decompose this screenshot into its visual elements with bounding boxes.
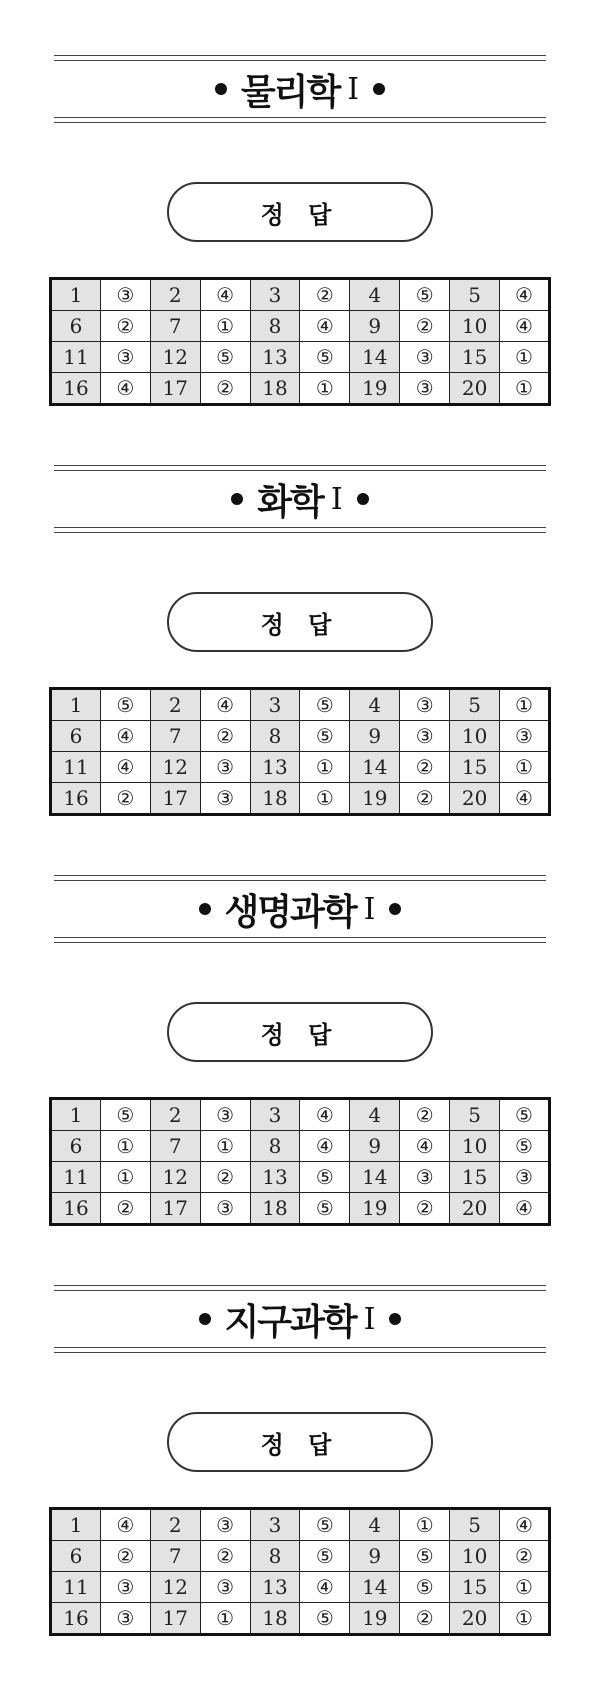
question-number: 12 — [150, 752, 200, 783]
banner-bottom-rule — [54, 527, 546, 533]
bullet-icon — [199, 1313, 211, 1325]
subject-title — [54, 883, 546, 935]
question-number: 7 — [150, 1131, 200, 1162]
question-number: 15 — [450, 1572, 500, 1603]
question-number: 19 — [350, 1603, 400, 1635]
question-number: 15 — [450, 752, 500, 783]
question-number: 11 — [51, 1162, 101, 1193]
question-number: 6 — [51, 1131, 101, 1162]
question-number: 16 — [51, 783, 101, 815]
subject-level: Ⅰ — [363, 1301, 376, 1337]
answer-choice: ② — [400, 752, 450, 783]
bullet-icon — [231, 493, 243, 505]
answer-choice: ④ — [100, 752, 150, 783]
question-number: 12 — [150, 1162, 200, 1193]
table-row — [51, 689, 550, 721]
answer-choice: ③ — [100, 1603, 150, 1635]
answer-choice: ④ — [500, 279, 550, 311]
subject-name: 생명과학 — [224, 891, 356, 933]
answer-choice: ① — [200, 311, 250, 342]
question-number: 9 — [350, 1541, 400, 1572]
answer-choice: ① — [300, 752, 350, 783]
question-number: 4 — [350, 1099, 400, 1131]
subject-title — [54, 473, 546, 525]
question-number: 1 — [51, 1099, 101, 1131]
bullet-icon — [357, 493, 369, 505]
question-number: 5 — [450, 1509, 500, 1541]
table-row — [51, 342, 550, 373]
question-number: 3 — [250, 1509, 300, 1541]
answer-choice: ⑤ — [500, 1131, 550, 1162]
answer-choice: ⑤ — [300, 689, 350, 721]
question-number: 11 — [51, 342, 101, 373]
banner-top-rule — [54, 465, 546, 471]
answer-choice: ④ — [300, 1131, 350, 1162]
table-row — [51, 1131, 550, 1162]
answer-choice: ④ — [200, 279, 250, 311]
question-number: 17 — [150, 1193, 200, 1225]
question-number: 12 — [150, 342, 200, 373]
banner-top-rule — [54, 1285, 546, 1291]
answer-choice: ② — [200, 1162, 250, 1193]
answer-choice: ① — [100, 1162, 150, 1193]
answer-choice: ③ — [200, 783, 250, 815]
answer-choice: ⑤ — [400, 279, 450, 311]
table-row — [51, 311, 550, 342]
question-number: 15 — [450, 1162, 500, 1193]
table-row — [51, 752, 550, 783]
answer-choice: ② — [300, 279, 350, 311]
answer-table — [49, 1097, 551, 1226]
subject-name: 지구과학 — [224, 1301, 356, 1343]
answer-choice: ③ — [400, 721, 450, 752]
question-number: 17 — [150, 783, 200, 815]
subject-name: 물리학 — [240, 71, 340, 113]
answer-label: 정 답 — [167, 1002, 433, 1062]
answer-choice: ⑤ — [500, 1099, 550, 1131]
question-number: 2 — [150, 689, 200, 721]
question-number: 18 — [250, 783, 300, 815]
answer-choice: ② — [100, 1541, 150, 1572]
question-number: 14 — [350, 1162, 400, 1193]
answer-choice: ⑤ — [300, 1193, 350, 1225]
question-number: 15 — [450, 342, 500, 373]
question-number: 16 — [51, 1603, 101, 1635]
question-number: 5 — [450, 689, 500, 721]
table-row — [51, 1509, 550, 1541]
banner-bottom-rule — [54, 937, 546, 943]
answer-choice: ① — [300, 373, 350, 405]
question-number: 2 — [150, 1509, 200, 1541]
answer-choice: ③ — [100, 1572, 150, 1603]
answer-choice: ④ — [300, 1099, 350, 1131]
answer-choice: ① — [100, 1131, 150, 1162]
question-number: 6 — [51, 721, 101, 752]
answer-choice: ② — [200, 1541, 250, 1572]
question-number: 10 — [450, 311, 500, 342]
question-number: 20 — [450, 783, 500, 815]
question-number: 18 — [250, 1193, 300, 1225]
question-number: 13 — [250, 752, 300, 783]
answer-choice: ① — [200, 1603, 250, 1635]
subject-banner — [54, 55, 546, 123]
question-number: 10 — [450, 721, 500, 752]
answer-choice: ③ — [100, 342, 150, 373]
answer-choice: ④ — [500, 1193, 550, 1225]
question-number: 13 — [250, 1162, 300, 1193]
banner-top-rule — [54, 875, 546, 881]
question-number: 3 — [250, 1099, 300, 1131]
bullet-icon — [215, 83, 227, 95]
subject-level: Ⅰ — [363, 891, 376, 927]
answer-choice: ① — [200, 1131, 250, 1162]
answer-choice: ① — [500, 752, 550, 783]
question-number: 11 — [51, 1572, 101, 1603]
answer-choice: ③ — [400, 1162, 450, 1193]
answer-choice: ② — [200, 721, 250, 752]
answer-choice: ⑤ — [300, 1603, 350, 1635]
answer-label: 정 답 — [167, 1412, 433, 1472]
subject-level: Ⅰ — [347, 71, 360, 107]
question-number: 19 — [350, 1193, 400, 1225]
question-number: 14 — [350, 1572, 400, 1603]
question-number: 8 — [250, 311, 300, 342]
subject-name: 화학 — [257, 481, 323, 523]
subject-title — [54, 1293, 546, 1345]
answer-choice: ② — [500, 1541, 550, 1572]
answer-table — [49, 1507, 551, 1636]
answer-choice: ③ — [400, 689, 450, 721]
answer-choice: ③ — [500, 1162, 550, 1193]
question-number: 6 — [51, 1541, 101, 1572]
subject-section — [0, 820, 600, 1220]
subject-section — [0, 1230, 600, 1630]
question-number: 9 — [350, 1131, 400, 1162]
question-number: 20 — [450, 1193, 500, 1225]
answer-choice: ⑤ — [400, 1541, 450, 1572]
answer-choice: ③ — [200, 752, 250, 783]
answer-choice: ② — [400, 1603, 450, 1635]
table-row — [51, 1603, 550, 1635]
answer-choice: ② — [100, 311, 150, 342]
answer-choice: ④ — [100, 373, 150, 405]
question-number: 18 — [250, 373, 300, 405]
question-number: 18 — [250, 1603, 300, 1635]
answer-choice: ⑤ — [100, 689, 150, 721]
answer-choice: ③ — [200, 1099, 250, 1131]
question-number: 14 — [350, 342, 400, 373]
answer-choice: ⑤ — [300, 721, 350, 752]
question-number: 1 — [51, 279, 101, 311]
answer-choice: ④ — [300, 311, 350, 342]
answer-table — [49, 277, 551, 406]
answer-choice: ③ — [200, 1572, 250, 1603]
question-number: 19 — [350, 373, 400, 405]
question-number: 9 — [350, 311, 400, 342]
table-row — [51, 783, 550, 815]
answer-choice: ④ — [500, 1509, 550, 1541]
answer-choice: ⑤ — [400, 1572, 450, 1603]
answer-choice: ① — [500, 689, 550, 721]
answer-choice: ⑤ — [300, 342, 350, 373]
table-row — [51, 1572, 550, 1603]
answer-choice: ④ — [100, 1509, 150, 1541]
answer-choice: ③ — [400, 373, 450, 405]
table-row — [51, 1193, 550, 1225]
question-number: 3 — [250, 689, 300, 721]
answer-choice: ③ — [200, 1509, 250, 1541]
answer-table — [49, 687, 551, 816]
answer-choice: ③ — [100, 279, 150, 311]
question-number: 5 — [450, 1099, 500, 1131]
question-number: 4 — [350, 1509, 400, 1541]
answer-choice: ④ — [500, 783, 550, 815]
question-number: 8 — [250, 1131, 300, 1162]
subject-banner — [54, 1285, 546, 1353]
answer-choice: ② — [100, 783, 150, 815]
question-number: 2 — [150, 1099, 200, 1131]
answer-choice: ② — [400, 311, 450, 342]
question-number: 16 — [51, 1193, 101, 1225]
question-number: 20 — [450, 1603, 500, 1635]
question-number: 8 — [250, 721, 300, 752]
bullet-icon — [389, 1313, 401, 1325]
answer-choice: ② — [400, 783, 450, 815]
question-number: 4 — [350, 689, 400, 721]
answer-choice: ① — [500, 1572, 550, 1603]
bullet-icon — [199, 903, 211, 915]
answer-choice: ② — [400, 1099, 450, 1131]
subject-section — [0, 410, 600, 810]
answer-choice: ④ — [200, 689, 250, 721]
banner-top-rule — [54, 55, 546, 61]
table-row — [51, 373, 550, 405]
subject-level: Ⅰ — [330, 481, 343, 517]
answer-choice: ④ — [400, 1131, 450, 1162]
question-number: 5 — [450, 279, 500, 311]
banner-bottom-rule — [54, 1347, 546, 1353]
question-number: 7 — [150, 721, 200, 752]
answer-choice: ⑤ — [300, 1541, 350, 1572]
subject-banner — [54, 465, 546, 533]
banner-bottom-rule — [54, 117, 546, 123]
question-number: 10 — [450, 1131, 500, 1162]
bullet-icon — [373, 83, 385, 95]
subject-banner — [54, 875, 546, 943]
answer-choice: ① — [400, 1509, 450, 1541]
question-number: 17 — [150, 373, 200, 405]
question-number: 17 — [150, 1603, 200, 1635]
question-number: 7 — [150, 1541, 200, 1572]
table-row — [51, 279, 550, 311]
question-number: 14 — [350, 752, 400, 783]
question-number: 6 — [51, 311, 101, 342]
answer-choice: ④ — [500, 311, 550, 342]
answer-choice: ① — [300, 783, 350, 815]
bullet-icon — [389, 903, 401, 915]
answer-choice: ② — [400, 1193, 450, 1225]
answer-choice: ④ — [100, 721, 150, 752]
question-number: 4 — [350, 279, 400, 311]
table-row — [51, 1541, 550, 1572]
question-number: 2 — [150, 279, 200, 311]
question-number: 16 — [51, 373, 101, 405]
question-number: 8 — [250, 1541, 300, 1572]
table-row — [51, 721, 550, 752]
answer-choice: ① — [500, 373, 550, 405]
question-number: 20 — [450, 373, 500, 405]
question-number: 1 — [51, 689, 101, 721]
question-number: 10 — [450, 1541, 500, 1572]
question-number: 9 — [350, 721, 400, 752]
answer-choice: ③ — [400, 342, 450, 373]
answer-choice: ② — [200, 373, 250, 405]
table-row — [51, 1162, 550, 1193]
answer-choice: ⑤ — [300, 1162, 350, 1193]
answer-label: 정 답 — [167, 592, 433, 652]
answer-choice: ① — [500, 342, 550, 373]
subject-title — [54, 63, 546, 115]
question-number: 7 — [150, 311, 200, 342]
subject-section — [0, 0, 600, 400]
answer-choice: ① — [500, 1603, 550, 1635]
answer-choice: ⑤ — [200, 342, 250, 373]
answer-choice: ② — [100, 1193, 150, 1225]
question-number: 13 — [250, 342, 300, 373]
answer-choice: ⑤ — [300, 1509, 350, 1541]
answer-choice: ⑤ — [100, 1099, 150, 1131]
table-row — [51, 1099, 550, 1131]
question-number: 11 — [51, 752, 101, 783]
question-number: 12 — [150, 1572, 200, 1603]
answer-choice: ③ — [200, 1193, 250, 1225]
question-number: 1 — [51, 1509, 101, 1541]
question-number: 3 — [250, 279, 300, 311]
answer-choice: ④ — [300, 1572, 350, 1603]
question-number: 19 — [350, 783, 400, 815]
answer-choice: ③ — [500, 721, 550, 752]
answer-label: 정 답 — [167, 182, 433, 242]
question-number: 13 — [250, 1572, 300, 1603]
